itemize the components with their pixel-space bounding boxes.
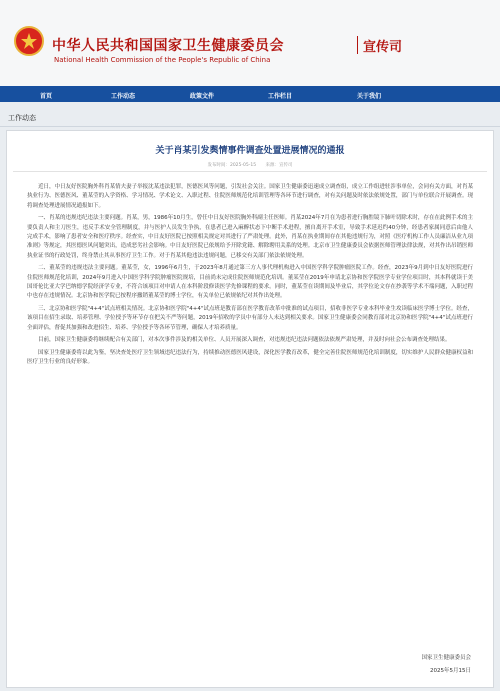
title-divider: [13, 171, 487, 172]
nav-home[interactable]: 首页: [40, 93, 53, 100]
main-nav: [0, 86, 500, 102]
article-meta: [7, 162, 493, 168]
signature-date: 2025年5月15日: [430, 668, 471, 674]
signature-org: 国家卫生健康委员会: [421, 655, 471, 661]
article-paragraph: 国家卫生健康委将以此为鉴，坚决查处医疗卫生领域违纪违法行为，持续推动医德医风建设，深化医学教育改革，健全完善住院医师规范化培训制度，切实维护人民群众健康权益和医疗卫生行业的良好形象。: [27, 349, 473, 365]
nav-about-us[interactable]: 关于我们: [357, 93, 382, 100]
article-panel: [6, 130, 494, 688]
breadcrumb: [0, 110, 500, 127]
department-name[interactable]: 宣传司: [363, 40, 403, 55]
site-header: [0, 0, 500, 86]
header-divider: [357, 36, 358, 54]
nav-work-columns[interactable]: 工作栏目: [268, 93, 293, 100]
article-title: 关于肖某引发舆情事件调查处置进展情况的通报: [155, 146, 345, 156]
article-paragraph: 二、董某莹的违规违法主要问题。董某莹，女，1996年6月生，于2023年8月通过第三方人事代理机构进入中国医学科学院肿瘤医院工作。经查，2023年9月到中日友好医院进行住院医师规范化培训，2024年9月进入中国医学科学院肿瘤医院规培，目前尚未完成住院医师规范化培训。董某莹在2019年申请北京协和医学院医学专业学位项目时，其本科就读于美国哥伦比亚大学巴纳德学院经济学专业，不符合该项目对申请人在本科阶段修读医学先修课程的要求。同时，董某莹在读期间及毕业后，其学位论文存在抄袭等学术不端问题，入职过程中也存在违规情况。北京协和医学院已按程序撤销董某莹的博士学位，有关单位已依规依纪对其作出处理。: [27, 265, 473, 300]
org-name-en: National Health Commission of the People's Republic of China: [54, 56, 271, 64]
article-source: 来源：宣传司: [265, 163, 293, 168]
nav-work-news[interactable]: 工作动态: [111, 93, 136, 100]
article-paragraph: 近日，中日友好医院胸外科肖某情夫妻子举报沈某违法犯罪，医德医风等问题，引发社会关注。国家卫生健康委迅速成立调查组，成立工作组进驻涉事单位，会同有关方面，对肖某执业行为、医德医风、董某莹的入学资格、学习情况、学术论文、入职过程、住院医师规范化培训管理等各环节进行调查，对有关问题及时依法依规处置，部门与单位联合开展调查。现将调查处理进展情况通报如下。: [27, 184, 473, 209]
org-name-cn[interactable]: 中华人民共和国国家卫生健康委员会: [52, 38, 284, 54]
article-paragraph: 目前，国家卫生健康委将继续配合有关部门，对本次事件涉及的相关单位、人员开展深入调查，对违规违纪违法问题依法依规严肃处理，并及时向社会公布调查处理结果。: [38, 337, 451, 344]
article-paragraph: 三、北京协和医学院"4+4"试点班相关情况。北京协和医学院"4+4"试点班是教育部在医学教育改革中批准的试点项目，招收非医学专业本科毕业生攻读临床医学博士学位。经查，该项目在招生录取、培养管理、学位授予等环节存在把关不严等问题，2019年招收的学员中有部分人未达到相关要求。国家卫生健康委会同教育部对北京协和医学院"4+4"试点班进行全面评估，督促其加强和改进招生、培养、学位授予等各环节管理，确保人才培养质量。: [27, 305, 473, 331]
nav-policy-docs[interactable]: 政策文件: [190, 93, 215, 100]
breadcrumb-current[interactable]: 工作动态: [8, 114, 36, 122]
article-paragraph: 一、肖某的违规违纪违法主要问题。肖某，男，1986年10月生，曾任中日友好医院胸外科副主任医师。肖某2024年7月在为患者进行胸腔镜下肺叶切除术时，存在在此例手术的主要负责人和主刀医生，违反手术安全管理制度，并与医护人员发生争执，在患者已进入麻醉状态下中断手术进程，擅自离开手术室，导致手术延迟约40分钟，经患者家属同意后由他人完成手术，影响了患者安全和医疗秩序。经查实，中日友好医院已按照相关规定对其进行了严肃处理。此外，肖某在执业期间存在其他违规行为，对照《医疗机构工作人员廉洁从业九项准则》等规定，其医德医风问题突出，造成恶劣社会影响。中日友好医院已依规给予开除党籍、解除聘用关系的处理。北京市卫生健康委员会依据医师管理法律法规，对其作出吊销医师执业证书的行政处罚，终身禁止其从事医疗卫生工作。对于肖某其他违法违规问题，已移交有关部门依法依规处理。: [27, 215, 473, 259]
publish-time: 发布时间：2025-05-15: [207, 163, 257, 168]
article-body: [27, 183, 473, 367]
national-emblem-icon: [14, 26, 44, 56]
